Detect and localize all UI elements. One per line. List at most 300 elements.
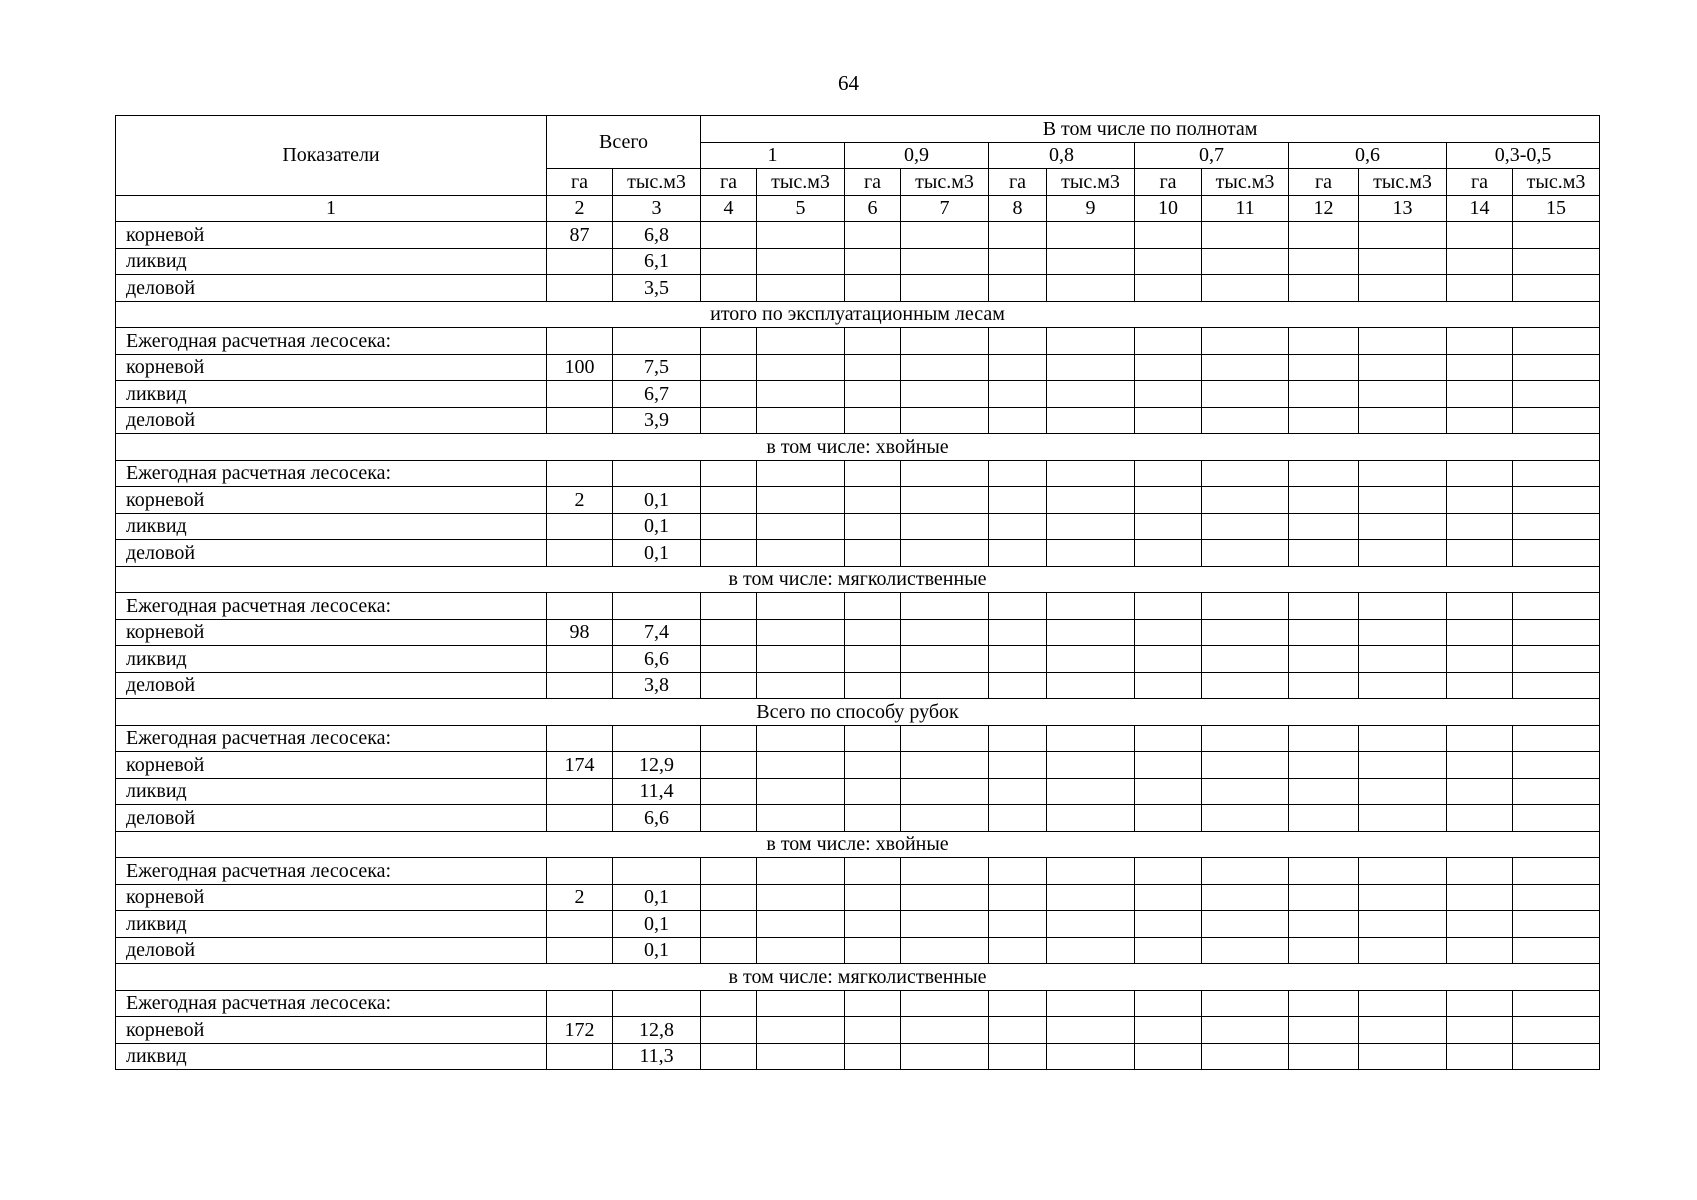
cell-density-value (845, 778, 901, 805)
cell-density-value (1513, 778, 1600, 805)
cell-total-m3: 7,5 (613, 354, 701, 381)
cell-density-value (1289, 354, 1359, 381)
cell-total-ha: 172 (547, 1017, 613, 1044)
cell-density-value (1135, 778, 1202, 805)
cell-density-value (1289, 222, 1359, 249)
table-row (116, 487, 1600, 514)
cell-total-m3 (613, 725, 701, 752)
cell-density-value (1513, 407, 1600, 434)
cell-density-value (701, 884, 757, 911)
cell-density-value (1047, 725, 1135, 752)
header-density: 0,6 (1289, 142, 1447, 169)
cell-density-value (845, 1017, 901, 1044)
section-row (116, 964, 1600, 991)
cell-density-value (701, 1043, 757, 1070)
row-label: деловой (116, 672, 547, 699)
cell-density-value (1135, 805, 1202, 832)
column-number: 7 (901, 195, 989, 222)
cell-density-value (1047, 328, 1135, 355)
cell-density-value (1047, 1043, 1135, 1070)
cell-density-value (1135, 354, 1202, 381)
cell-density-value (1135, 275, 1202, 302)
cell-density-value (845, 752, 901, 779)
cell-density-value (757, 248, 845, 275)
cell-density-value (1359, 407, 1447, 434)
cell-density-value (1359, 805, 1447, 832)
column-number: 5 (757, 195, 845, 222)
cell-density-value (1447, 487, 1513, 514)
section-title: в том числе: хвойные (116, 434, 1600, 461)
cell-total-ha: 2 (547, 487, 613, 514)
cell-density-value (1447, 778, 1513, 805)
header-density: 1 (701, 142, 845, 169)
cell-density-value (1047, 222, 1135, 249)
cell-total-m3: 0,1 (613, 540, 701, 567)
cell-density-value (1513, 1043, 1600, 1070)
cell-density-value (1135, 381, 1202, 408)
cell-density-value (901, 593, 989, 620)
row-label: Ежегодная расчетная лесосека: (116, 593, 547, 620)
cell-density-value (701, 460, 757, 487)
cell-density-value (701, 1017, 757, 1044)
cell-density-value (1202, 1043, 1289, 1070)
cell-density-value (1513, 275, 1600, 302)
cell-density-value (1447, 460, 1513, 487)
cell-density-value (845, 619, 901, 646)
column-number-row (116, 195, 1600, 222)
cell-density-value (701, 407, 757, 434)
row-label: ликвид (116, 248, 547, 275)
section-title: в том числе: мягколиственные (116, 964, 1600, 991)
cell-density-value (845, 275, 901, 302)
cell-density-value (1135, 248, 1202, 275)
cell-density-value (1289, 275, 1359, 302)
header-unit-ha: га (1289, 169, 1359, 196)
cell-density-value (901, 858, 989, 885)
cell-density-value (757, 460, 845, 487)
cell-density-value (757, 328, 845, 355)
cell-density-value (1289, 911, 1359, 938)
cell-density-value (757, 354, 845, 381)
cell-density-value (1447, 593, 1513, 620)
cell-density-value (1289, 805, 1359, 832)
cell-density-value (1447, 672, 1513, 699)
table-row (116, 275, 1600, 302)
table-row (116, 1043, 1600, 1070)
cell-density-value (1359, 1017, 1447, 1044)
header-unit-ha: га (845, 169, 901, 196)
cell-density-value (701, 805, 757, 832)
cell-total-ha (547, 725, 613, 752)
cell-total-ha (547, 805, 613, 832)
cell-density-value (901, 328, 989, 355)
column-number: 1 (116, 195, 547, 222)
cell-density-value (701, 672, 757, 699)
cell-density-value (1202, 911, 1289, 938)
cell-density-value (989, 884, 1047, 911)
cell-density-value (1359, 619, 1447, 646)
cell-density-value (1447, 381, 1513, 408)
header-by-density: В том числе по полнотам (701, 116, 1600, 143)
cell-density-value (1513, 381, 1600, 408)
cell-density-value (1135, 460, 1202, 487)
cell-density-value (1359, 884, 1447, 911)
cell-density-value (1047, 460, 1135, 487)
cell-density-value (845, 381, 901, 408)
cell-total-ha (547, 407, 613, 434)
cell-density-value (1289, 513, 1359, 540)
cell-density-value (1447, 513, 1513, 540)
section-row (116, 434, 1600, 461)
cell-density-value (1047, 752, 1135, 779)
section-row (116, 831, 1600, 858)
cell-total-m3: 11,3 (613, 1043, 701, 1070)
cell-total-m3: 6,8 (613, 222, 701, 249)
header-unit-m3: тыс.м3 (1047, 169, 1135, 196)
cell-density-value (1047, 990, 1135, 1017)
cell-density-value (1513, 513, 1600, 540)
cell-density-value (989, 619, 1047, 646)
row-label: деловой (116, 275, 547, 302)
cell-density-value (845, 540, 901, 567)
cell-density-value (1202, 646, 1289, 673)
cell-density-value (1202, 805, 1289, 832)
cell-density-value (1513, 222, 1600, 249)
cell-density-value (845, 646, 901, 673)
cell-total-m3: 12,9 (613, 752, 701, 779)
cell-total-ha (547, 937, 613, 964)
cell-density-value (1202, 328, 1289, 355)
cell-density-value (845, 672, 901, 699)
cell-density-value (1513, 354, 1600, 381)
table-row (116, 752, 1600, 779)
cell-density-value (1447, 937, 1513, 964)
cell-density-value (1359, 487, 1447, 514)
table-row (116, 619, 1600, 646)
table-row (116, 725, 1600, 752)
cell-density-value (989, 672, 1047, 699)
cell-total-m3 (613, 593, 701, 620)
cell-density-value (1135, 646, 1202, 673)
cell-density-value (1135, 619, 1202, 646)
column-number: 3 (613, 195, 701, 222)
cell-density-value (701, 778, 757, 805)
cell-density-value (1447, 1017, 1513, 1044)
table-row (116, 593, 1600, 620)
header-density: 0,9 (845, 142, 989, 169)
cell-density-value (1359, 381, 1447, 408)
cell-density-value (1202, 884, 1289, 911)
cell-density-value (757, 805, 845, 832)
row-label: корневой (116, 222, 547, 249)
cell-density-value (1513, 937, 1600, 964)
cell-density-value (1447, 646, 1513, 673)
cell-density-value (901, 407, 989, 434)
cell-total-m3: 3,8 (613, 672, 701, 699)
cell-density-value (901, 937, 989, 964)
cell-density-value (989, 328, 1047, 355)
cell-density-value (1135, 328, 1202, 355)
cell-density-value (989, 275, 1047, 302)
cell-density-value (1047, 275, 1135, 302)
cell-density-value (1359, 911, 1447, 938)
cell-density-value (845, 911, 901, 938)
header-density: 0,7 (1135, 142, 1289, 169)
cell-density-value (901, 1017, 989, 1044)
cell-density-value (1047, 884, 1135, 911)
cell-density-value (1135, 858, 1202, 885)
cell-density-value (1202, 381, 1289, 408)
cell-density-value (1047, 937, 1135, 964)
cell-total-ha (547, 275, 613, 302)
cell-total-m3: 0,1 (613, 937, 701, 964)
cell-density-value (701, 248, 757, 275)
cell-density-value (757, 884, 845, 911)
cell-density-value (901, 487, 989, 514)
row-label: деловой (116, 407, 547, 434)
cell-density-value (989, 752, 1047, 779)
cell-density-value (1135, 540, 1202, 567)
row-label: ликвид (116, 646, 547, 673)
section-title: итого по эксплуатационным лесам (116, 301, 1600, 328)
cell-total-m3: 6,6 (613, 646, 701, 673)
cell-density-value (1047, 381, 1135, 408)
table-body (116, 222, 1600, 1070)
cell-density-value (701, 275, 757, 302)
cell-density-value (1289, 778, 1359, 805)
cell-density-value (901, 752, 989, 779)
cell-density-value (1359, 222, 1447, 249)
cell-total-ha (547, 990, 613, 1017)
cell-density-value (701, 487, 757, 514)
row-label: ликвид (116, 1043, 547, 1070)
cell-density-value (701, 328, 757, 355)
cell-density-value (1135, 593, 1202, 620)
table-row (116, 381, 1600, 408)
cell-density-value (989, 937, 1047, 964)
cell-density-value (1513, 460, 1600, 487)
cell-total-ha (547, 460, 613, 487)
cell-density-value (1047, 487, 1135, 514)
cell-density-value (1289, 858, 1359, 885)
cell-density-value (989, 990, 1047, 1017)
cell-density-value (701, 354, 757, 381)
cell-density-value (701, 990, 757, 1017)
cell-density-value (1513, 858, 1600, 885)
cell-density-value (757, 619, 845, 646)
header-indicators: Показатели (116, 116, 547, 196)
cell-density-value (845, 858, 901, 885)
cell-density-value (757, 1043, 845, 1070)
cell-density-value (1289, 1017, 1359, 1044)
cell-density-value (1047, 858, 1135, 885)
cell-density-value (845, 1043, 901, 1070)
cell-density-value (1447, 407, 1513, 434)
cell-density-value (1135, 1043, 1202, 1070)
cell-density-value (1289, 752, 1359, 779)
cell-density-value (1447, 752, 1513, 779)
row-label: корневой (116, 619, 547, 646)
cell-density-value (1135, 752, 1202, 779)
cell-density-value (1289, 487, 1359, 514)
cell-density-value (701, 222, 757, 249)
column-number: 12 (1289, 195, 1359, 222)
cell-density-value (901, 460, 989, 487)
cell-total-ha (547, 540, 613, 567)
cell-density-value (1047, 672, 1135, 699)
column-number: 8 (989, 195, 1047, 222)
row-label: деловой (116, 805, 547, 832)
cell-density-value (989, 725, 1047, 752)
cell-density-value (1513, 1017, 1600, 1044)
cell-density-value (845, 884, 901, 911)
cell-density-value (1447, 275, 1513, 302)
header-unit-ha: га (1135, 169, 1202, 196)
cell-total-ha (547, 911, 613, 938)
cell-total-ha (547, 328, 613, 355)
cell-density-value (989, 487, 1047, 514)
cell-density-value (989, 593, 1047, 620)
cell-density-value (1202, 513, 1289, 540)
cell-density-value (1135, 990, 1202, 1017)
column-number: 2 (547, 195, 613, 222)
cell-density-value (1202, 619, 1289, 646)
cell-density-value (1359, 248, 1447, 275)
cell-density-value (1359, 646, 1447, 673)
cell-density-value (1202, 725, 1289, 752)
table-row (116, 354, 1600, 381)
cell-density-value (1513, 990, 1600, 1017)
row-label: Ежегодная расчетная лесосека: (116, 858, 547, 885)
cell-density-value (701, 540, 757, 567)
header-unit-m3: тыс.м3 (1359, 169, 1447, 196)
cell-density-value (701, 752, 757, 779)
cell-density-value (901, 275, 989, 302)
cell-density-value (845, 407, 901, 434)
cell-density-value (1047, 354, 1135, 381)
cell-density-value (1447, 248, 1513, 275)
cell-density-value (1513, 884, 1600, 911)
cell-density-value (1047, 593, 1135, 620)
cell-density-value (845, 513, 901, 540)
cell-density-value (1289, 381, 1359, 408)
section-row (116, 566, 1600, 593)
cell-density-value (1513, 593, 1600, 620)
cell-total-m3: 6,7 (613, 381, 701, 408)
cell-density-value (1359, 513, 1447, 540)
header-density: 0,8 (989, 142, 1135, 169)
header-density: 0,3-0,5 (1447, 142, 1600, 169)
cell-total-ha: 174 (547, 752, 613, 779)
cell-density-value (1135, 407, 1202, 434)
cell-density-value (1513, 911, 1600, 938)
section-row (116, 699, 1600, 726)
cell-density-value (845, 725, 901, 752)
cell-density-value (989, 858, 1047, 885)
cell-total-ha: 2 (547, 884, 613, 911)
cell-density-value (757, 487, 845, 514)
forest-data-table (115, 115, 1600, 1070)
table-row (116, 407, 1600, 434)
cell-density-value (989, 222, 1047, 249)
table-row (116, 540, 1600, 567)
cell-density-value (1513, 328, 1600, 355)
cell-total-ha: 100 (547, 354, 613, 381)
cell-density-value (1135, 222, 1202, 249)
column-number: 11 (1202, 195, 1289, 222)
cell-density-value (901, 619, 989, 646)
cell-density-value (989, 540, 1047, 567)
table-row (116, 328, 1600, 355)
row-label: ликвид (116, 778, 547, 805)
cell-density-value (1289, 460, 1359, 487)
cell-total-ha (547, 248, 613, 275)
cell-total-m3 (613, 990, 701, 1017)
column-number: 14 (1447, 195, 1513, 222)
row-label: деловой (116, 540, 547, 567)
header-unit-m3: тыс.м3 (1513, 169, 1600, 196)
cell-density-value (901, 540, 989, 567)
cell-density-value (1047, 911, 1135, 938)
cell-density-value (757, 990, 845, 1017)
cell-density-value (1513, 619, 1600, 646)
cell-density-value (845, 354, 901, 381)
cell-density-value (845, 593, 901, 620)
cell-density-value (757, 407, 845, 434)
cell-total-ha: 98 (547, 619, 613, 646)
cell-density-value (1289, 646, 1359, 673)
cell-total-m3 (613, 858, 701, 885)
cell-density-value (1359, 990, 1447, 1017)
cell-density-value (1202, 752, 1289, 779)
cell-density-value (989, 1043, 1047, 1070)
cell-density-value (989, 805, 1047, 832)
cell-density-value (1289, 990, 1359, 1017)
cell-density-value (1513, 487, 1600, 514)
cell-total-m3: 7,4 (613, 619, 701, 646)
cell-density-value (1289, 1043, 1359, 1070)
column-number: 9 (1047, 195, 1135, 222)
cell-density-value (1359, 354, 1447, 381)
column-number: 6 (845, 195, 901, 222)
cell-density-value (701, 937, 757, 964)
cell-total-m3: 11,4 (613, 778, 701, 805)
cell-density-value (1047, 1017, 1135, 1044)
header-unit-ha: га (1447, 169, 1513, 196)
table-row (116, 513, 1600, 540)
cell-density-value (757, 858, 845, 885)
cell-density-value (1447, 884, 1513, 911)
cell-total-m3 (613, 460, 701, 487)
cell-density-value (1447, 540, 1513, 567)
table-row (116, 805, 1600, 832)
cell-density-value (1202, 487, 1289, 514)
cell-density-value (757, 672, 845, 699)
cell-total-m3: 0,1 (613, 884, 701, 911)
cell-density-value (989, 911, 1047, 938)
cell-total-m3: 0,1 (613, 911, 701, 938)
cell-density-value (845, 222, 901, 249)
cell-density-value (1359, 540, 1447, 567)
cell-density-value (1202, 593, 1289, 620)
cell-density-value (901, 911, 989, 938)
cell-density-value (1359, 1043, 1447, 1070)
cell-density-value (1447, 990, 1513, 1017)
cell-density-value (757, 1017, 845, 1044)
cell-density-value (1289, 937, 1359, 964)
row-label: ликвид (116, 911, 547, 938)
cell-density-value (901, 513, 989, 540)
